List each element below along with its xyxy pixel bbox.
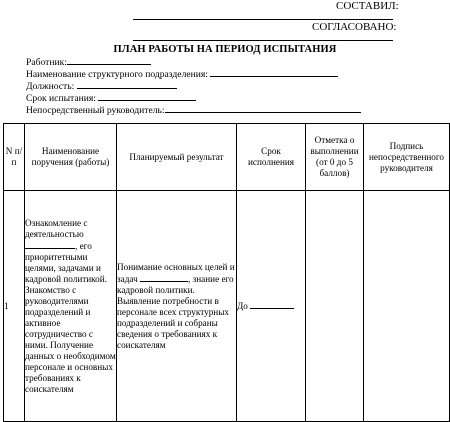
position-label: Должность: [26,81,75,92]
column-header-number: N п/п [4,124,25,191]
department-label: Наименование структурного подразделения: [26,69,208,80]
plan-table [3,123,450,422]
composed-signature-line [133,19,393,20]
approved-label: СОГЛАСОВАНО: [312,21,397,33]
page-title: ПЛАН РАБОТЫ НА ПЕРИОД ИСПЫТАНИЯ [113,44,337,55]
column-header-mark: Отметка о выполнении (от 0 до 5 баллов) [306,124,364,191]
employee-label: Работник: [26,57,67,68]
row-result-text-start: Понимание основных целей и задач [117,261,235,284]
column-header-signature: Подпись непосредственного руководителя [364,124,450,191]
department-field [26,68,338,80]
probation-period-label: Срок испытания: [26,93,96,104]
position-field [26,80,177,92]
row-number: 1 [4,191,25,422]
row-result-text-end: , знание его кадровой политики. Выявление потребности в персонале всех структурных подразделений и собраны сведения о требованиях к соискателям [117,273,234,350]
row-deadline-blank [250,300,294,309]
approved-signature-line [133,40,393,41]
row-result-blank [140,273,188,282]
row-duties [25,191,117,422]
position-blank [77,80,177,89]
row-duties-text-start: Ознакомление с деятельностью [25,217,88,239]
table-header-row [4,124,450,191]
probation-period-blank [98,92,196,101]
department-blank [210,68,338,77]
manager-field [26,104,361,116]
row-deadline [237,191,306,422]
column-header-result: Планируемый результат [117,124,237,191]
table-row [4,191,450,422]
row-duties-text-end: , его приоритетными целями, задачами и кадровой политикой. Знакомство с руководителями подразделений и активное сотрудничество с ними. Получение данных о необходимом персонале и основных требованиях к соискателям [25,240,116,394]
composed-label: СОСТАВИЛ: [336,0,399,12]
manager-label: Непосредственный руководитель: [26,105,165,116]
employee-field [26,56,151,68]
row-duties-blank [25,240,75,249]
column-header-deadline: Срок исполнения [237,124,306,191]
manager-blank [165,104,361,113]
employee-blank [67,56,151,65]
row-signature [364,191,450,422]
probation-period-field [26,92,196,104]
row-result [117,191,237,422]
row-mark [306,191,364,422]
column-header-duties: Наименование поручения (работы) [25,124,117,191]
row-deadline-prefix: До [237,301,248,311]
